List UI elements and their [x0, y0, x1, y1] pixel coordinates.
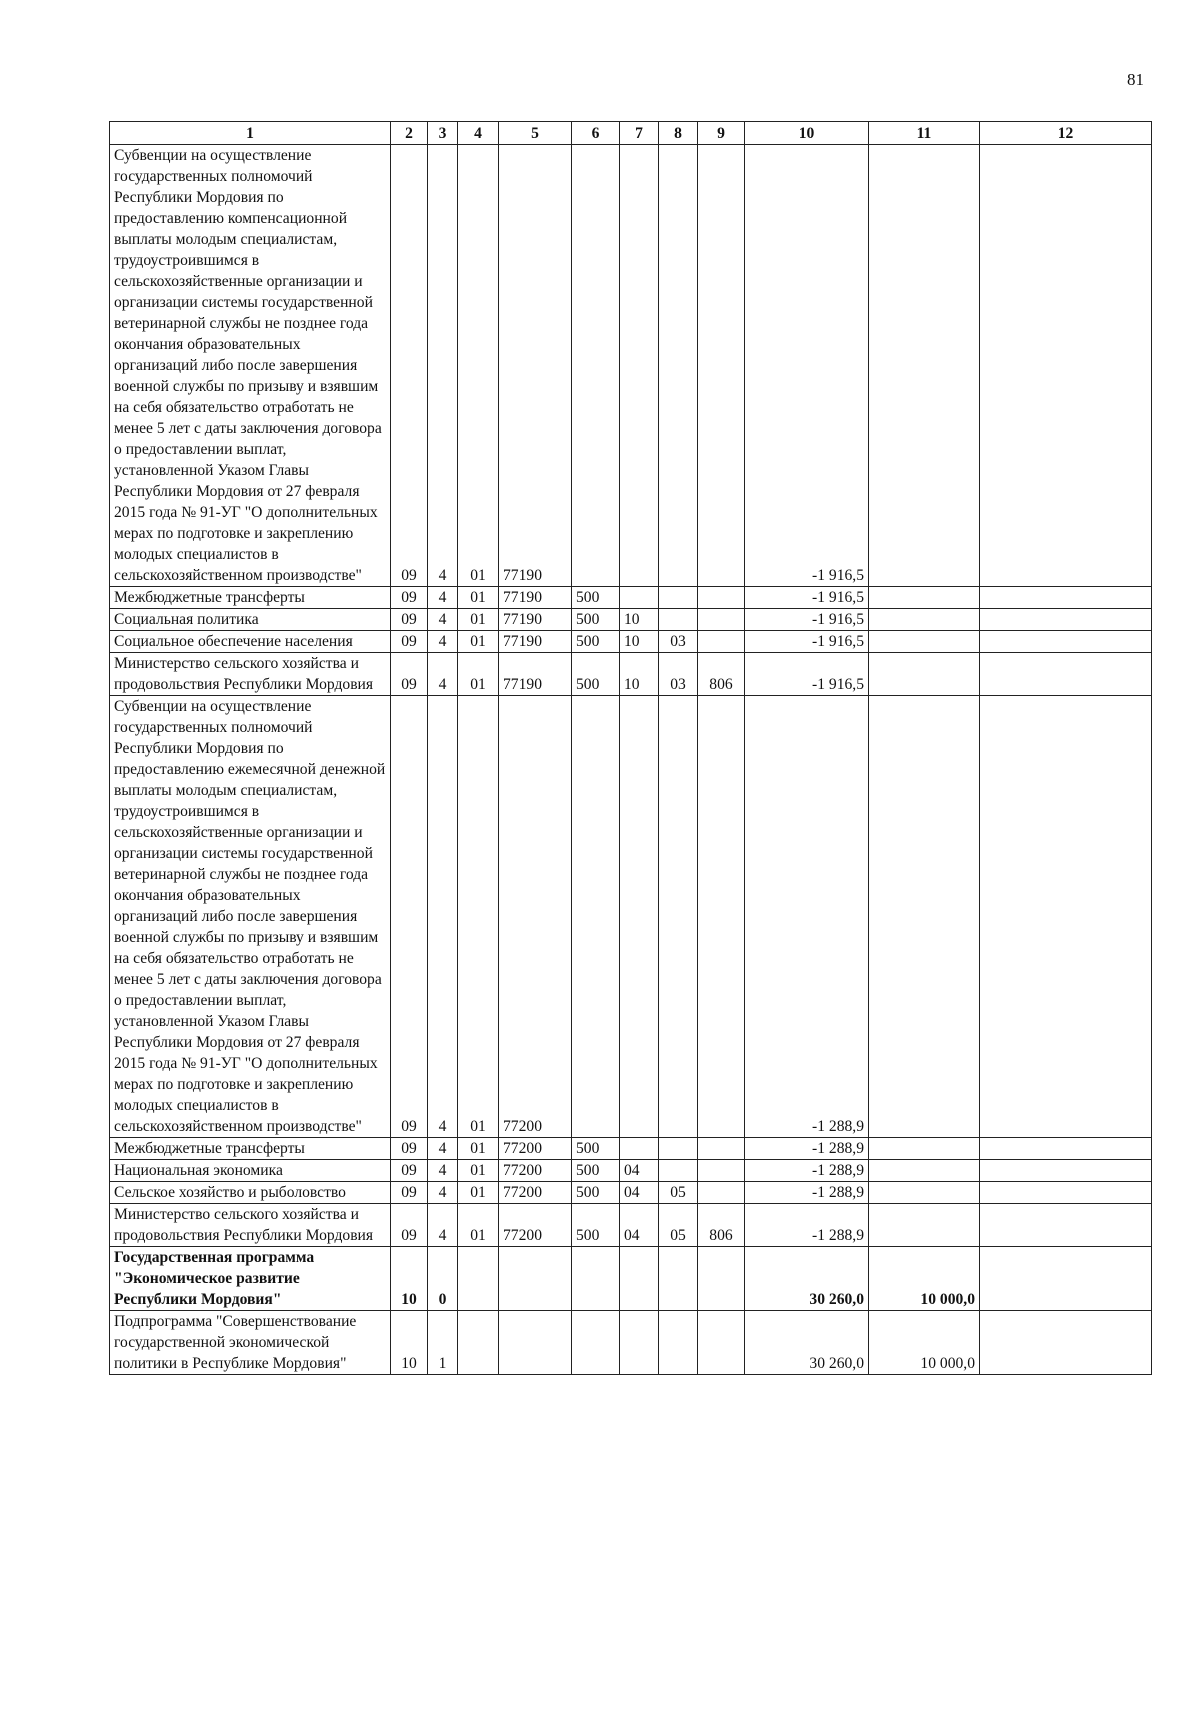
- chapter-code: 04: [620, 1182, 659, 1204]
- amount-col-11: [869, 631, 980, 653]
- department-code: [698, 696, 745, 1138]
- table-row: [110, 1160, 1152, 1182]
- subsection-code: 1: [428, 1311, 458, 1375]
- department-code: 806: [698, 1204, 745, 1247]
- amount-col-12: [980, 631, 1152, 653]
- column-header: 8: [659, 122, 698, 145]
- program-code: [458, 1311, 499, 1375]
- row-description: Сельское хозяйство и рыболовство: [110, 1182, 391, 1204]
- subsection-code: 4: [428, 653, 458, 696]
- table-row: [110, 609, 1152, 631]
- target-item-code: 77200: [499, 1160, 572, 1182]
- department-code: [698, 587, 745, 609]
- amount-col-12: [980, 653, 1152, 696]
- department-code: [698, 1182, 745, 1204]
- amount-change: -1 288,9: [745, 1138, 869, 1160]
- target-item-code: [499, 1311, 572, 1375]
- program-code: 01: [458, 1204, 499, 1247]
- expense-type-code: 500: [572, 631, 620, 653]
- header-row: [110, 122, 1152, 145]
- amount-col-12: [980, 696, 1152, 1138]
- subchapter-code: 05: [659, 1204, 698, 1247]
- row-description: Межбюджетные трансферты: [110, 587, 391, 609]
- target-item-code: 77190: [499, 145, 572, 587]
- table-body: [110, 145, 1152, 1375]
- chapter-code: [620, 1311, 659, 1375]
- department-code: [698, 631, 745, 653]
- table-row: [110, 631, 1152, 653]
- row-description: Субвенции на осуществление государственных полномочий Республики Мордовия по предоставлению ежемесячной денежной выплаты молодым специалистам, трудоустроившимся в сельскохозяйственные организации и организации системы государственной ветеринарной службы не позднее года окончания образовательных организаций либо после завершения военной службы по призыву и взявшим на себя обязательство отработать не менее 5 лет с даты заключения договора о предоставлении выплат, установленной Указом Главы Республики Мордовия от 27 февраля 2015 года № 91-УГ "О дополнительных мерах по подготовке и закреплению молодых специалистов в сельскохозяйственном производстве": [110, 696, 391, 1138]
- table-row: [110, 587, 1152, 609]
- expense-type-code: 500: [572, 609, 620, 631]
- row-description: Межбюджетные трансферты: [110, 1138, 391, 1160]
- subchapter-code: 03: [659, 631, 698, 653]
- amount-col-12: [980, 1160, 1152, 1182]
- column-header: 12: [980, 122, 1152, 145]
- chapter-code: 10: [620, 653, 659, 696]
- amount-col-12: [980, 609, 1152, 631]
- section-code: 09: [391, 653, 428, 696]
- subchapter-code: 03: [659, 653, 698, 696]
- section-code: 09: [391, 1204, 428, 1247]
- program-code: 01: [458, 609, 499, 631]
- amount-col-11: [869, 1182, 980, 1204]
- department-code: [698, 1138, 745, 1160]
- expense-type-code: [572, 1247, 620, 1311]
- column-header: 5: [499, 122, 572, 145]
- department-code: [698, 1247, 745, 1311]
- amount-change: -1 916,5: [745, 587, 869, 609]
- target-item-code: 77200: [499, 1138, 572, 1160]
- subsection-code: 4: [428, 145, 458, 587]
- amount-change: 30 260,0: [745, 1247, 869, 1311]
- amount-col-12: [980, 1182, 1152, 1204]
- program-code: 01: [458, 1138, 499, 1160]
- chapter-code: [620, 696, 659, 1138]
- section-code: 09: [391, 1138, 428, 1160]
- chapter-code: 10: [620, 609, 659, 631]
- subsection-code: 4: [428, 1138, 458, 1160]
- row-description: Подпрограмма "Совершенствование государственной экономической политики в Республике Мордовия": [110, 1311, 391, 1375]
- section-code: 10: [391, 1247, 428, 1311]
- chapter-code: [620, 145, 659, 587]
- amount-change: -1 916,5: [745, 653, 869, 696]
- table-row: [110, 1311, 1152, 1375]
- column-header: 11: [869, 122, 980, 145]
- column-header: 7: [620, 122, 659, 145]
- subchapter-code: 05: [659, 1182, 698, 1204]
- column-header: 4: [458, 122, 499, 145]
- amount-change: -1 916,5: [745, 631, 869, 653]
- amount-col-12: [980, 1247, 1152, 1311]
- subchapter-code: [659, 1311, 698, 1375]
- subchapter-code: [659, 609, 698, 631]
- subsection-code: 4: [428, 696, 458, 1138]
- amount-col-11: [869, 653, 980, 696]
- amount-col-11: [869, 696, 980, 1138]
- expense-type-code: [572, 696, 620, 1138]
- expense-type-code: 500: [572, 1182, 620, 1204]
- program-code: 01: [458, 1160, 499, 1182]
- amount-col-11: [869, 1160, 980, 1182]
- program-code: 01: [458, 1182, 499, 1204]
- section-code: 09: [391, 609, 428, 631]
- program-code: 01: [458, 587, 499, 609]
- expense-type-code: 500: [572, 1138, 620, 1160]
- row-description: Субвенции на осуществление государственных полномочий Республики Мордовия по предоставлению компенсационной выплаты молодым специалистам, трудоустроившимся в сельскохозяйственные организации и организации системы государственной ветеринарной службы не позднее года окончания образовательных организаций либо после завершения военной службы по призыву и взявшим на себя обязательство отработать не менее 5 лет с даты заключения договора о предоставлении выплат, установленной Указом Главы Республики Мордовия от 27 февраля 2015 года № 91-УГ "О дополнительных мерах по подготовке и закреплению молодых специалистов в сельскохозяйственном производстве": [110, 145, 391, 587]
- table-row: [110, 1138, 1152, 1160]
- subchapter-code: [659, 145, 698, 587]
- section-code: 09: [391, 631, 428, 653]
- expense-type-code: 500: [572, 1204, 620, 1247]
- section-code: 09: [391, 1160, 428, 1182]
- target-item-code: 77190: [499, 631, 572, 653]
- column-header: 2: [391, 122, 428, 145]
- section-code: 10: [391, 1311, 428, 1375]
- expense-type-code: [572, 1311, 620, 1375]
- amount-change: -1 916,5: [745, 145, 869, 587]
- program-code: 01: [458, 696, 499, 1138]
- amount-col-11: 10 000,0: [869, 1311, 980, 1375]
- subsection-code: 4: [428, 1182, 458, 1204]
- department-code: [698, 1160, 745, 1182]
- chapter-code: [620, 1138, 659, 1160]
- expense-type-code: 500: [572, 1160, 620, 1182]
- chapter-code: 10: [620, 631, 659, 653]
- chapter-code: 04: [620, 1160, 659, 1182]
- amount-col-11: [869, 1138, 980, 1160]
- table-row: [110, 1182, 1152, 1204]
- column-header: 6: [572, 122, 620, 145]
- column-header: 1: [110, 122, 391, 145]
- amount-change: -1 916,5: [745, 609, 869, 631]
- row-description: Министерство сельского хозяйства и продовольствия Республики Мордовия: [110, 653, 391, 696]
- table-row: [110, 1247, 1152, 1311]
- subchapter-code: [659, 1247, 698, 1311]
- table-row: [110, 145, 1152, 587]
- amount-change: -1 288,9: [745, 1204, 869, 1247]
- amount-col-12: [980, 1138, 1152, 1160]
- column-header: 9: [698, 122, 745, 145]
- amount-col-11: [869, 609, 980, 631]
- subsection-code: 4: [428, 1160, 458, 1182]
- amount-col-12: [980, 1204, 1152, 1247]
- amount-change: -1 288,9: [745, 696, 869, 1138]
- target-item-code: 77190: [499, 609, 572, 631]
- target-item-code: 77200: [499, 1204, 572, 1247]
- table-row: [110, 1204, 1152, 1247]
- row-description: Государственная программа "Экономическое развитие Республики Мордовия": [110, 1247, 391, 1311]
- page-number: 81: [1127, 70, 1144, 89]
- amount-col-11: 10 000,0: [869, 1247, 980, 1311]
- subsection-code: 0: [428, 1247, 458, 1311]
- amount-col-12: [980, 1311, 1152, 1375]
- row-description: Социальное обеспечение населения: [110, 631, 391, 653]
- subsection-code: 4: [428, 587, 458, 609]
- section-code: 09: [391, 696, 428, 1138]
- table-row: [110, 696, 1152, 1138]
- amount-col-12: [980, 587, 1152, 609]
- subchapter-code: [659, 1138, 698, 1160]
- subchapter-code: [659, 587, 698, 609]
- column-header: 10: [745, 122, 869, 145]
- section-code: 09: [391, 587, 428, 609]
- budget-table: [109, 121, 1152, 1375]
- target-item-code: 77200: [499, 696, 572, 1138]
- subsection-code: 4: [428, 609, 458, 631]
- department-code: [698, 145, 745, 587]
- subchapter-code: [659, 696, 698, 1138]
- amount-change: -1 288,9: [745, 1182, 869, 1204]
- amount-col-11: [869, 145, 980, 587]
- subsection-code: 4: [428, 631, 458, 653]
- chapter-code: [620, 1247, 659, 1311]
- subchapter-code: [659, 1160, 698, 1182]
- target-item-code: [499, 1247, 572, 1311]
- amount-change: -1 288,9: [745, 1160, 869, 1182]
- program-code: 01: [458, 631, 499, 653]
- chapter-code: [620, 587, 659, 609]
- program-code: 01: [458, 653, 499, 696]
- row-description: Социальная политика: [110, 609, 391, 631]
- department-code: 806: [698, 653, 745, 696]
- row-description: Министерство сельского хозяйства и продовольствия Республики Мордовия: [110, 1204, 391, 1247]
- amount-col-11: [869, 587, 980, 609]
- amount-col-11: [869, 1204, 980, 1247]
- expense-type-code: 500: [572, 653, 620, 696]
- column-header: 3: [428, 122, 458, 145]
- row-description: Национальная экономика: [110, 1160, 391, 1182]
- expense-type-code: [572, 145, 620, 587]
- expense-type-code: 500: [572, 587, 620, 609]
- table-row: [110, 653, 1152, 696]
- department-code: [698, 609, 745, 631]
- amount-change: 30 260,0: [745, 1311, 869, 1375]
- program-code: 01: [458, 145, 499, 587]
- department-code: [698, 1311, 745, 1375]
- target-item-code: 77200: [499, 1182, 572, 1204]
- section-code: 09: [391, 145, 428, 587]
- target-item-code: 77190: [499, 587, 572, 609]
- amount-col-12: [980, 145, 1152, 587]
- chapter-code: 04: [620, 1204, 659, 1247]
- program-code: [458, 1247, 499, 1311]
- subsection-code: 4: [428, 1204, 458, 1247]
- target-item-code: 77190: [499, 653, 572, 696]
- section-code: 09: [391, 1182, 428, 1204]
